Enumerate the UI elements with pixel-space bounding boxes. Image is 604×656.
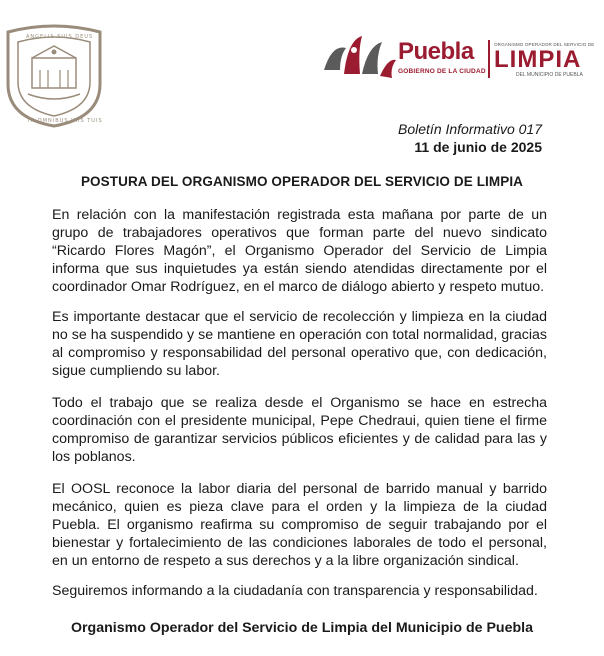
logo-divider (488, 40, 490, 78)
paragraph-3: Todo el trabajo que se realiza desde el Organismo se hace en estrecha coordinación con el presidente municipal, Pepe Chedraui, quien tiene el firme compromiso de garantizar servicios públicos eficientes y de calidad para las y los poblanos. (52, 395, 547, 465)
limpia-logo-top: ORGANISMO OPERADOR DEL SERVICIO DE (494, 42, 595, 47)
limpia-logo-text: LIMPIA (494, 46, 582, 73)
puebla-logo-text: Puebla (398, 38, 474, 65)
document-title: POSTURA DEL ORGANISMO OPERADOR DEL SERVICIO DE LIMPIA (80, 174, 524, 189)
puebla-logo-subtitle: GOBIERNO DE LA CIUDAD (398, 68, 486, 75)
paragraph-5: Seguiremos informando a la ciudadanía con transparencia y responsabilidad. (52, 583, 538, 599)
city-seal-logo (2, 22, 106, 130)
paragraph-2: Es importante destacar que el servicio de recolección y limpieza en la ciudad no se ha suspendido y se mantiene en operación con total normalidad, gracias al compromiso y responsabilidad del personal operativo que, con dedicación, sigue cumpliendo su labor. (52, 309, 547, 379)
header-logos (318, 28, 600, 84)
bulletin-date: 11 de junio de 2025 (414, 139, 542, 155)
bulletin-number: Boletín Informativo 017 (398, 121, 542, 137)
paragraph-1: En relación con la manifestación registrada esta mañana por parte de un grupo de trabajadores operativos que forman parte del nuevo sindicato “Ricardo Flores Magón”, el Organismo Operador del Servicio de Limpia informa que sus inquietudes ya están siendo atendidas directamente por el coordinador Omar Rodríguez, en el marco de diálogo abierto y respeto mutuo. (52, 207, 547, 295)
svg-text:IN OMNIBUS VIIS TUIS: IN OMNIBUS VIIS TUIS (28, 118, 103, 124)
bulletin-header (398, 120, 542, 156)
svg-text:ANGELIS SUIS DEUS: ANGELIS SUIS DEUS (26, 34, 94, 40)
paragraph-4: El OOSL reconoce la labor diaria del personal de barrido manual y barrido mecánico, quien es pieza clave para el orden y la limpieza de la ciudad Puebla. El organismo reafirma su compromiso de seguir trabajando por el bienestar y fortalecimiento de las condiciones laborales de todo el personal, en un entorno de respeto a sus derechos y a la libre organización sindical. (52, 481, 547, 569)
signature-line: Organismo Operador del Servicio de Limpia del Municipio de Puebla (71, 620, 533, 636)
limpia-logo-subtitle: DEL MUNICIPIO DE PUEBLA (516, 72, 583, 78)
puebla-emblem-icon (318, 30, 398, 84)
